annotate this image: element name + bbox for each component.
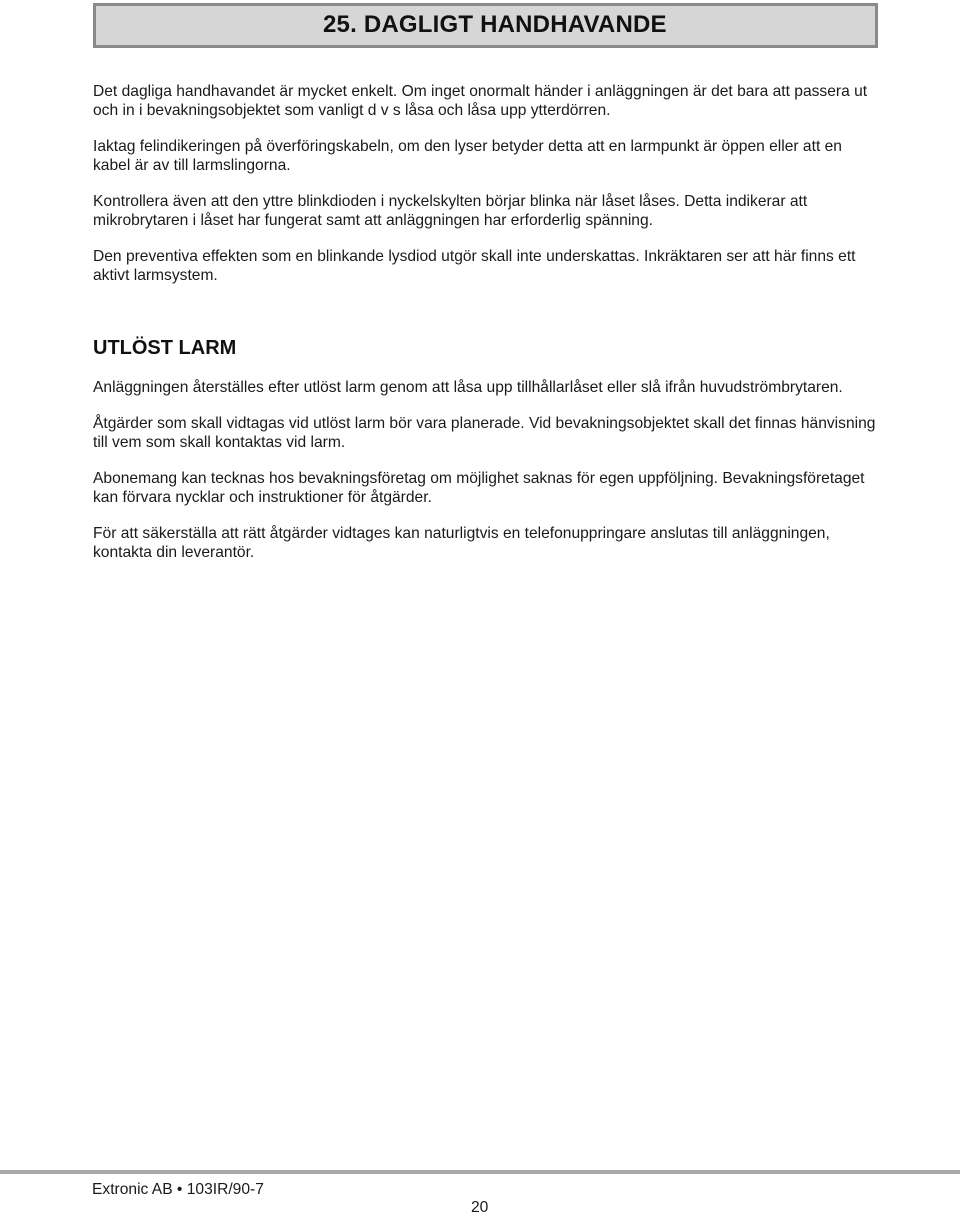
page-title: 25. DAGLIGT HANDHAVANDE [323,11,667,38]
alarm-paragraph-2: Åtgärder som skall vidtagas vid utlöst larm bör vara planerade. Vid bevakningsobjektet skall det finnas hänvisning till vem som skall kontaktas vid larm. [93,415,876,451]
document-body [93,82,883,579]
alarm-paragraph-3: Abonemang kan tecknas hos bevakningsföretag om möjlighet saknas för egen uppföljning. Bevakningsföretaget kan förvara nycklar och instruktioner för åtgärder. [93,470,865,506]
alarm-paragraph-4: För att säkerställa att rätt åtgärder vidtages kan naturligtvis en telefonuppringare anslutas till anläggningen, kontakta din leverantör. [93,525,830,561]
footer-company: Extronic AB • 103IR/90-7 [92,1181,264,1198]
intro-paragraph-2: Iaktag felindikeringen på överföringskabeln, om den lyser betyder detta att en larmpunkt är öppen eller att en kabel är av till larmslingorna. [93,138,842,174]
intro-paragraph-4: Den preventiva effekten som en blinkande lysdiod utgör skall inte underskattas. Inkräktaren ser att här finns ett aktivt larmsystem. [93,248,856,284]
intro-paragraph-3: Kontrollera även att den yttre blinkdioden i nyckelskylten börjar blinka när låset låses. Detta indikerar att mikrobrytaren i låset har fungerat samt att anläggningen har erforderlig spänning. [93,193,808,229]
alarm-paragraph-1: Anläggningen återställes efter utlöst larm genom att låsa upp tillhållarlåset eller slå ifrån huvudströmbrytaren. [93,379,843,396]
footer-divider [0,1170,960,1174]
intro-paragraph-1: Det dagliga handhavandet är mycket enkelt. Om inget onormalt händer i anläggningen är det bara att passera ut och in i bevakningsobjektet som vanligt d v s låsa och låsa upp ytterdörren. [93,83,868,119]
alarm-section-heading: UTLÖST LARM [93,337,237,359]
page-number: 20 [471,1199,489,1216]
